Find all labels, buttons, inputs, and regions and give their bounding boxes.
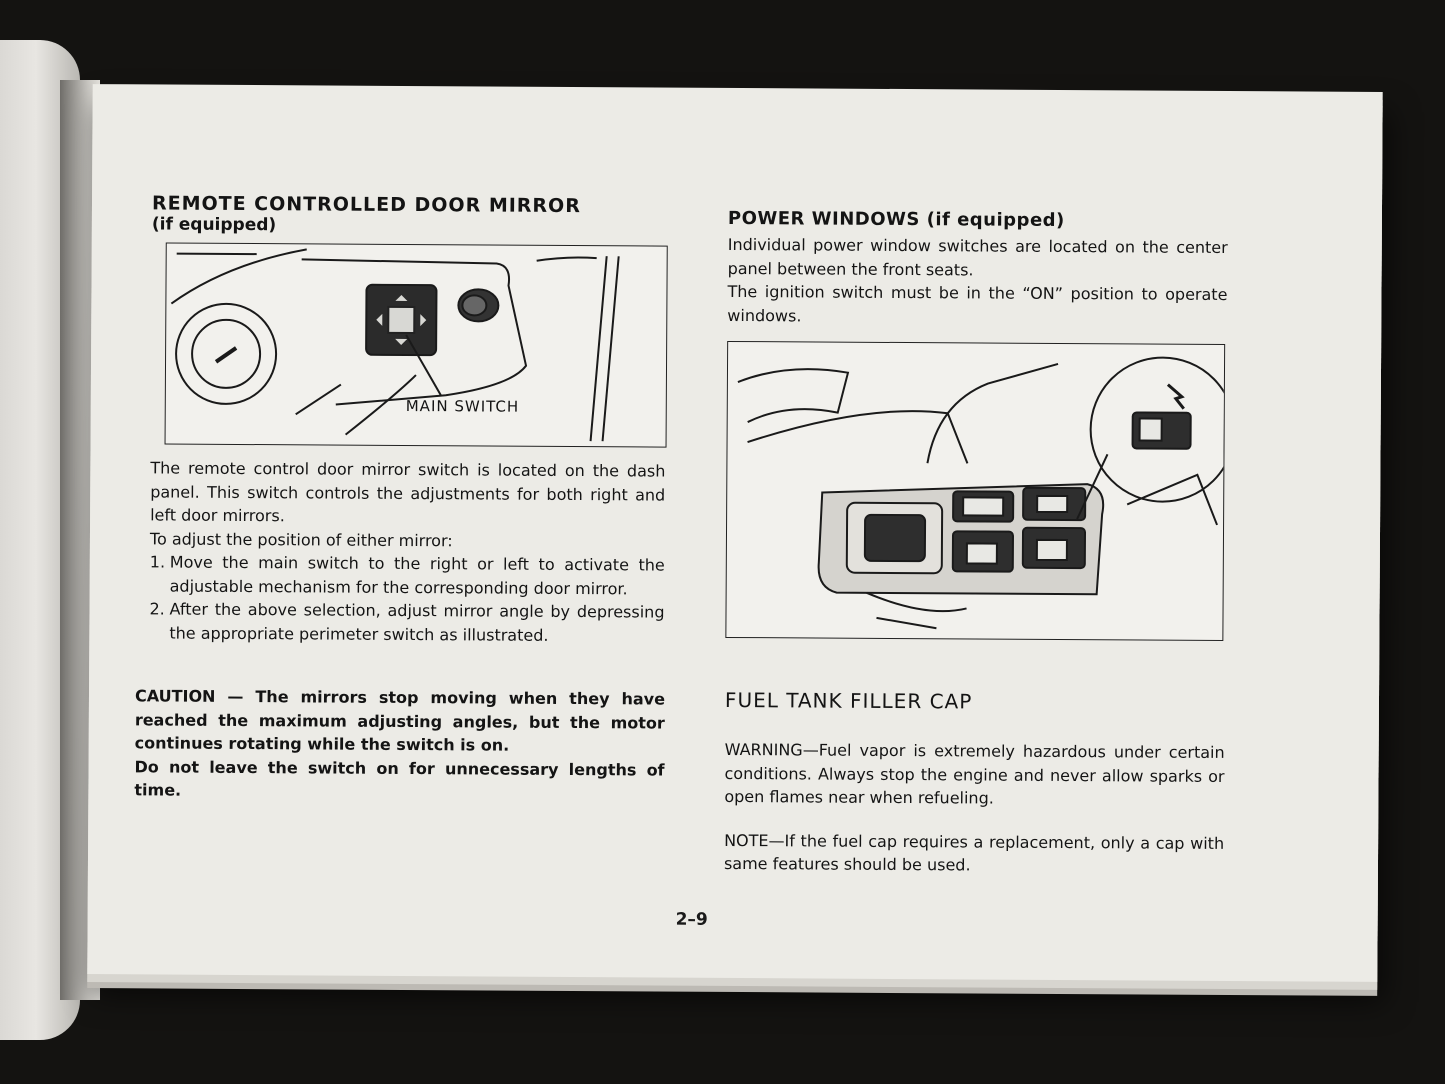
power-window-switch-illustration — [725, 341, 1225, 641]
mirror-title: REMOTE CONTROLLED DOOR MIRROR — [151, 192, 581, 218]
fuel-cap-title: FUEL TANK FILLER CAP — [724, 687, 973, 714]
step-1-number: 1. — [149, 552, 166, 572]
power-windows-section — [724, 208, 1228, 879]
page-number: 2–9 — [675, 909, 708, 930]
fuel-warning: WARNING—Fuel vapor is extremely hazardous under certain conditions. Always stop the engine and never allow sparks or open flames near when refueling. — [724, 739, 1225, 808]
caution-text: CAUTION — The mirrors stop moving when they have reached the maximum adjusting angles, but the motor continues rotating while the switch is on. — [134, 686, 666, 755]
mirror-intro: The remote control door mirror switch is located on the dash panel. This switch controls the adjustments for both right and left door mirrors. — [150, 458, 666, 526]
step-2 — [149, 597, 664, 647]
power-windows-p2: The ignition switch must be in the “ON” position to operate windows. — [727, 281, 1228, 325]
fuel-note: NOTE—If the fuel cap requires a replacement, only a cap with same features should be used. — [723, 830, 1225, 875]
main-switch-label: MAIN SWITCH — [405, 396, 520, 416]
caution-text-2: Do not leave the switch on for unnecessary lengths of time. — [134, 756, 665, 800]
step-1-text: Move the main switch to the right or left to activate the adjustable mechanism for the corresponding door mirror. — [169, 552, 665, 598]
mirror-lead: To adjust the position of either mirror: — [149, 528, 453, 550]
mirror-subtitle: (if equipped) — [151, 214, 277, 236]
step-2-text: After the above selection, adjust mirror angle by depressing the appropriate perimeter switch as illustrated. — [169, 599, 665, 645]
power-windows-p1: Individual power window switches are located on the center panel between the front seats. — [727, 234, 1228, 279]
step-2-number: 2. — [149, 599, 165, 619]
power-windows-title: POWER WINDOWS (if equipped) — [727, 207, 1065, 232]
mirror-section — [134, 192, 682, 805]
center-console-drawing — [726, 342, 1224, 640]
mirror-switch-illustration — [165, 243, 668, 448]
dash-panel-drawing — [166, 244, 667, 447]
manual-page — [87, 84, 1382, 982]
step-1 — [150, 550, 665, 600]
